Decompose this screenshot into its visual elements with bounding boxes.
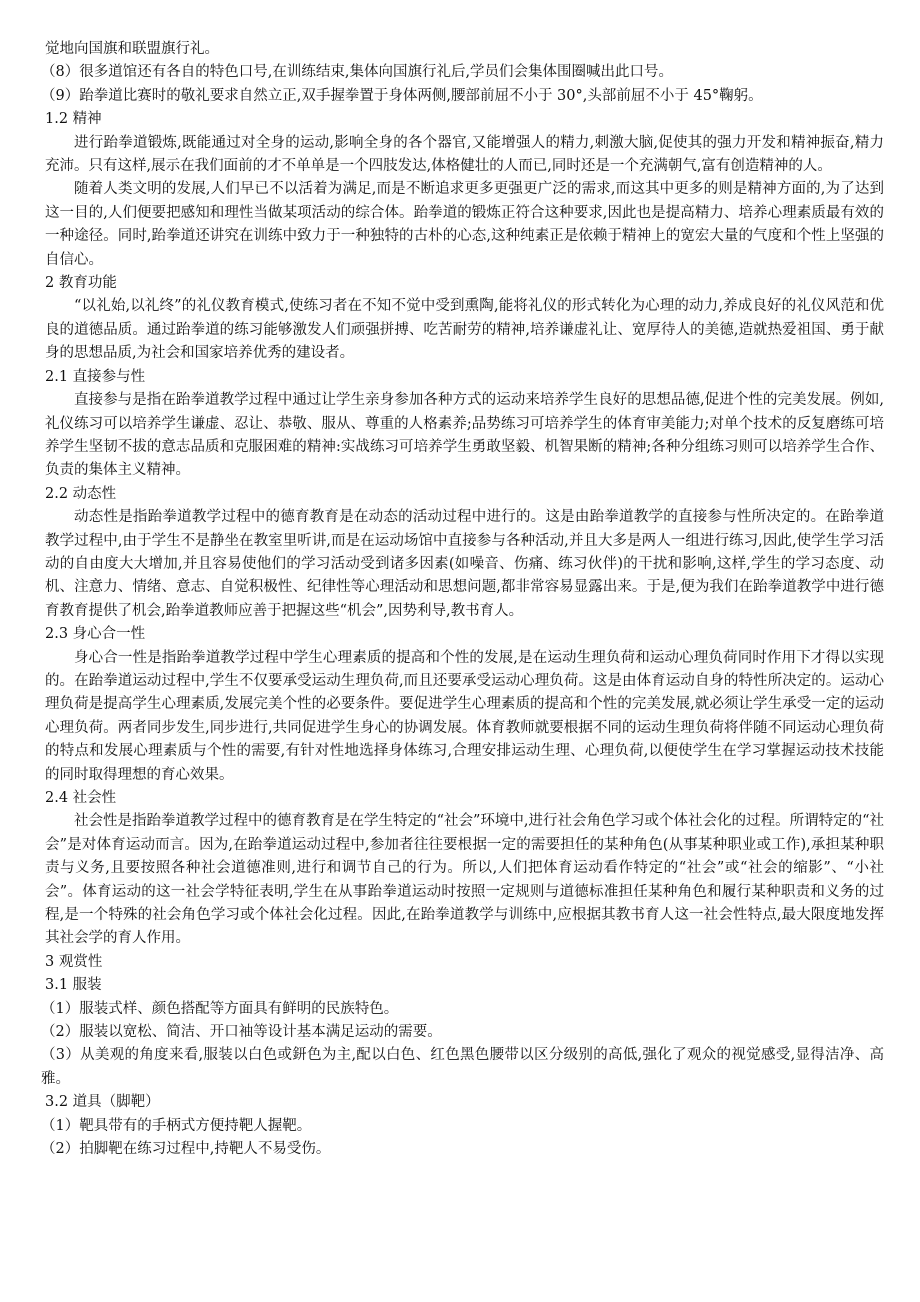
section-heading: 2.1 直接参与性 (45, 368, 146, 385)
list-item: （1）服装式样、颜色搭配等方面具有鲜明的民族特色。 (41, 1000, 399, 1017)
section-heading: 3.2 道具（脚靶） (45, 1094, 160, 1111)
section-heading: 2.2 动态性 (45, 485, 117, 502)
body-paragraph: 随着人类文明的发展,人们早已不以活着为满足,而是不断追求更多更强更广泛的需求,而这其中更多的则是精神方面的,为了达到这一目的,人们便要把感知和理性当做某项活动的综合体。跆拳道的锻炼正符合这种要求,因此也是提高精力、培养心理素质最有效的一种途径。同时,跆拳道还讲究在训练中致力于一种独特的古朴的心态,这种纯素正是依赖于精神上的宽宏大量的气度和个性上坚强的自信心。 (45, 181, 884, 268)
body-paragraph: 动态性是指跆拳道教学过程中的德育教育是在动态的活动过程中进行的。这是由跆拳道教学的直接参与性所决定的。在跆拳道教学过程中,由于学生不是静坐在教室里听讲,而是在运动场馆中直接参与各种活动,并且大多是两人一组进行练习,因此,使学生学习活动的自由度大大增加,并且容易使他们的学习活动受到诸多因素(如噪音、伤痛、练习伙伴)的干扰和影响,这样,学生的学习态度、动机、注意力、情绪、意志、自觉积极性、纪律性等心理活动和思想问题,都非常容易显露出来。于是,便为我们在跆拳道教学中进行德育教育提供了机会,跆拳道教师应善于把握这些“机会”,因势利导,教书育人。 (45, 509, 884, 619)
section-heading: 2 教育功能 (45, 275, 117, 292)
section-heading: 2.4 社会性 (45, 790, 117, 806)
section-heading: 1.2 精神 (45, 111, 102, 128)
list-item: （3）从美观的角度来看,服装以白色或鈃色为主,配以白色、红色黑色腰带以区分级别的高低,强化了观众的视觉感受,显得洁净、高雅。 (41, 1047, 884, 1087)
body-paragraph: 社会性是指跆拳道教学过程中的德育教育是在学生特定的“社会”环境中,进行社会角色学习或个体社会化的过程。所谓特定的“社会”是对体育运动而言。因为,在跆拳道运动过程中,参加者往往要根据一定的需要担任的某种角色(从事某种职业或工作),承担某种职责与义务,且要按照各种社会道德准则,进行和调节自己的行为。所以,人们把体育运动看作特定的“社会”或“社会的缩影”、“小社会”。体育运动的这一社会学特征表明,学生在从事跆拳道运动时按照一定规则与道德标准担任某种角色和履行某种职责和义务的过程,是一个特殊的社会角色学习或个体社会化过程。因此,在跆拳道教学与训练中,应根据其教书育人这一社会性特点,最大限度地发挥其社会学的育人作用。 (45, 813, 884, 947)
body-paragraph: “以礼始,以礼终”的礼仪教育模式,使练习者在不知不觉中受到熏陶,能将礼仪的形式转化为心理的动力,养成良好的礼仪风范和优良的道德品质。通过跆拳道的练习能够激发人们顽强拼搏、吃苦耐劳的精神,培养谦虚礼让、宽厚待人的美德,造就热爱祖国、勇于献身的思想品质,为社会和国家培养优秀的建设者。 (45, 298, 884, 362)
body-paragraph: 进行跆拳道锻炼,既能通过对全身的运动,影响全身的各个器官,又能增强人的精力,刺激大脑,促使其的强力开发和精神振奋,精力充沛。只有这样,展示在我们面前的才不单单是一个四肢发达,体格健壮的人而已,同时还是一个充满朝气,富有创造精神的人。 (45, 134, 884, 175)
section-heading: 2.3 身心合一性 (45, 626, 146, 643)
document-body (41, 38, 884, 1162)
list-item: （2）拍脚靶在练习过程中,持靶人不易受伤。 (41, 1141, 331, 1158)
section-heading: 3.1 服装 (45, 977, 102, 994)
body-paragraph: 身心合一性是指跆拳道教学过程中学生心理素质的提高和个性的发展,是在运动生理负荷和运动心理负荷同时作用下才得以实现的。在跆拳道运动过程中,学生不仅要承受运动生理负荷,而且还要承受运动心理负荷。这是由体育运动自身的特性所决定的。运动心理负荷是提高学生心理素质,发展完美个性的必要条件。要促进学生心理素质的提高和个性的完美发展,就必须让学生承受一定的运动心理负荷。两者同步发生,同步进行,共同促进学生身心的协调发展。体育教师就要根据不同的运动生理负荷将伴随不同运动心理负荷的特点和发展心理素质与个性的需要,有针对性地选择身体练习,合理安排运动生理、心理负荷,以便使学生在学习掌握运动技术技能的同时取得理想的育心效果。 (45, 649, 884, 783)
body-paragraph: 直接参与是指在跆拳道教学过程中通过让学生亲身参加各种方式的运动来培养学生良好的思想品德,促进个性的完美发展。例如,礼仪练习可以培养学生谦虚、忍让、恭敬、服从、尊重的人格素养;品势练习可培养学生的体育审美能力;对单个技术的反复磨练可培养学生坚韧不拔的意志品质和克服困难的精神:实战练习可培养学生勇敢坚毅、机智果断的精神;各种分组练习则可以培养学生合作、负责的集体主义精神。 (45, 392, 884, 479)
list-item: （2）服装以宽松、简洁、开口袖等设计基本满足运动的需要。 (41, 1024, 442, 1041)
list-item: （1）靶具带有的手柄式方便持靶人握靶。 (41, 1117, 312, 1134)
list-item: （9）跆拳道比赛时的敬礼要求自然立正,双手握拳置于身体两侧,腰部前屈不小于 30°,头部前屈不小于 45°鞠躬。 (41, 87, 763, 104)
list-item: （8）很多道馆还有各自的特色口号,在训练结束,集体向国旗行礼后,学员们会集体围圈喊出此口号。 (41, 64, 674, 81)
section-heading: 3 观赏性 (45, 953, 103, 970)
continued-paragraph: 觉地向国旗和联盟旗行礼。 (45, 41, 219, 57)
